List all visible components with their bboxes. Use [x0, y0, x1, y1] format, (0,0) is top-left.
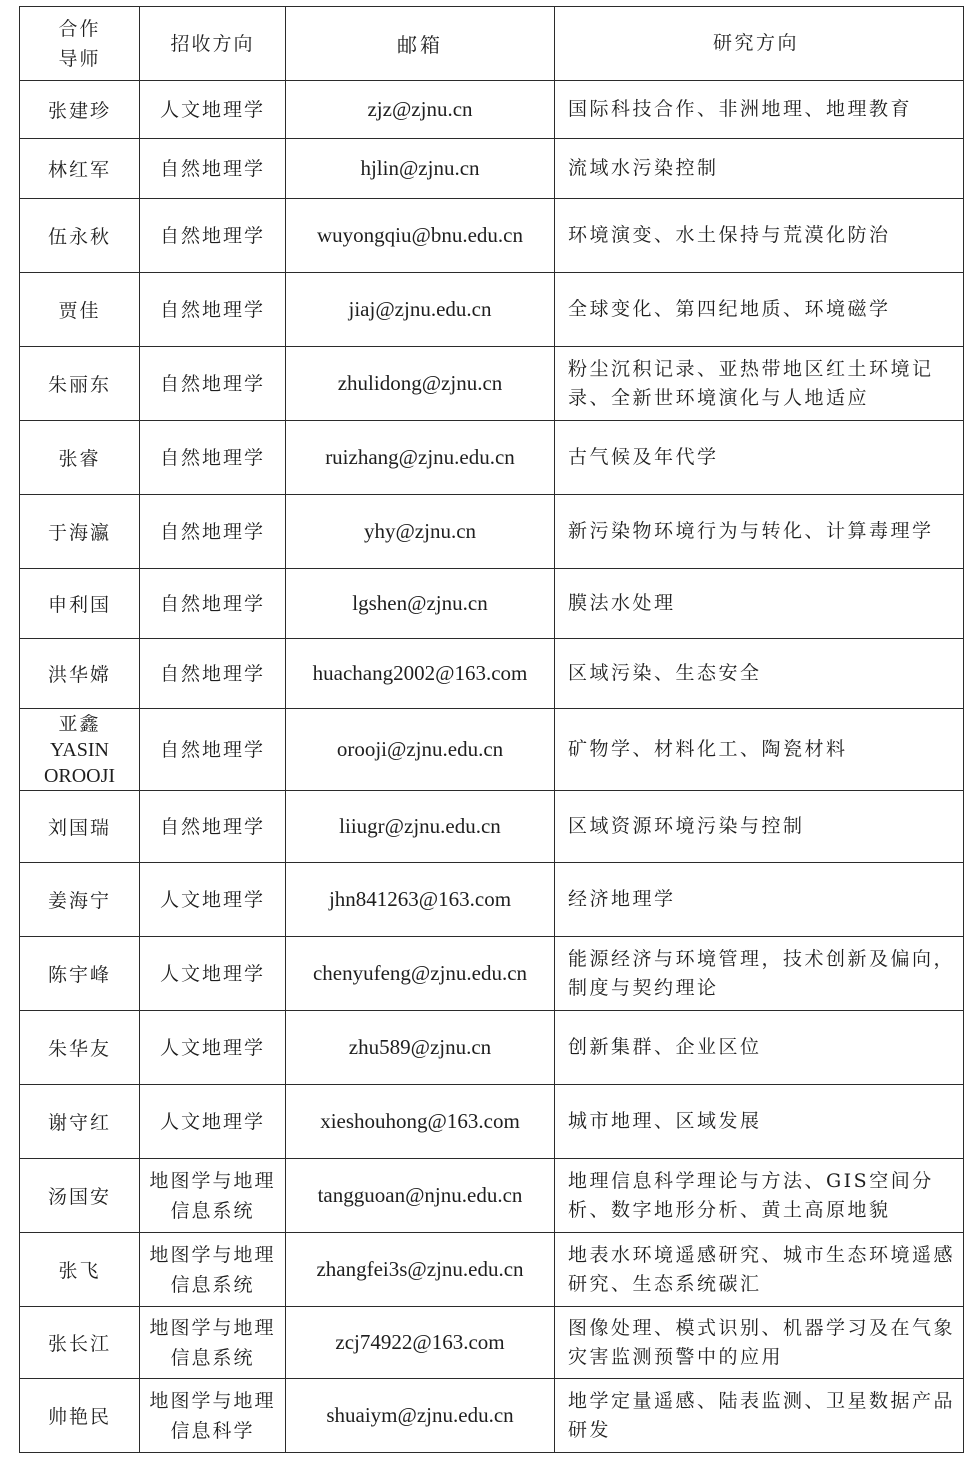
mentor-research: 区域污染、生态安全: [555, 639, 964, 709]
mentor-name: 林红军: [20, 139, 140, 199]
mentor-name: 张建珍: [20, 81, 140, 139]
mentor-research: 新污染物环境行为与转化、计算毒理学: [555, 495, 964, 569]
mentor-research: 环境演变、水土保持与荒漠化防治: [555, 199, 964, 273]
mentor-name: 帅艳民: [20, 1379, 140, 1453]
mentor-name: 朱华友: [20, 1011, 140, 1085]
mentor-email: hjlin@zjnu.cn: [286, 139, 555, 199]
mentor-name: 谢守红: [20, 1085, 140, 1159]
table-row: [20, 495, 964, 569]
table-row: [20, 1307, 964, 1379]
header-research: 研究方向: [555, 7, 964, 81]
mentor-email: zhangfei3s@zjnu.edu.cn: [286, 1233, 555, 1307]
mentor-email: shuaiym@zjnu.edu.cn: [286, 1379, 555, 1453]
mentor-name: 于海瀛: [20, 495, 140, 569]
mentor-name: 姜海宁: [20, 863, 140, 937]
mentor-name: 申利国: [20, 569, 140, 639]
mentor-research: 图像处理、模式识别、机器学习及在气象灾害监测预警中的应用: [555, 1307, 964, 1379]
mentor-email: chenyufeng@zjnu.edu.cn: [286, 937, 555, 1011]
mentor-email: orooji@zjnu.edu.cn: [286, 709, 555, 791]
mentor-category: 地图学与地理信息科学: [140, 1379, 286, 1453]
mentor-name: 汤国安: [20, 1159, 140, 1233]
mentor-research: 能源经济与环境管理，技术创新及偏向，制度与契约理论: [555, 937, 964, 1011]
table-row: [20, 199, 964, 273]
mentor-email: ruizhang@zjnu.edu.cn: [286, 421, 555, 495]
mentor-category: 自然地理学: [140, 709, 286, 791]
table-row: [20, 273, 964, 347]
mentor-category: 人文地理学: [140, 1011, 286, 1085]
mentor-research: 国际科技合作、非洲地理、地理教育: [555, 81, 964, 139]
table-row: [20, 937, 964, 1011]
table-row: [20, 791, 964, 863]
table-row: [20, 1011, 964, 1085]
mentor-name: 张长江: [20, 1307, 140, 1379]
mentor-name: 陈宇峰: [20, 937, 140, 1011]
mentor-name: 伍永秋: [20, 199, 140, 273]
mentor-email: wuyongqiu@bnu.edu.cn: [286, 199, 555, 273]
mentor-category: 自然地理学: [140, 495, 286, 569]
mentor-research: 膜法水处理: [555, 569, 964, 639]
mentor-name-chinese: 亚鑫: [58, 712, 101, 735]
mentor-name: [20, 709, 140, 791]
mentor-research: 流域水污染控制: [555, 139, 964, 199]
mentor-category: 自然地理学: [140, 139, 286, 199]
mentor-email: lgshen@zjnu.cn: [286, 569, 555, 639]
mentor-name: 洪华嫦: [20, 639, 140, 709]
table-row: [20, 1085, 964, 1159]
mentor-name: 朱丽东: [20, 347, 140, 421]
mentor-research: 经济地理学: [555, 863, 964, 937]
mentor-category: 自然地理学: [140, 639, 286, 709]
mentor-research: 古气候及年代学: [555, 421, 964, 495]
mentor-name-latin-2: OROOJI: [43, 764, 116, 787]
mentor-category: 人文地理学: [140, 81, 286, 139]
table-row: [20, 139, 964, 199]
mentor-email: zcj74922@163.com: [286, 1307, 555, 1379]
mentor-research: 矿物学、材料化工、陶瓷材料: [555, 709, 964, 791]
mentor-category: 人文地理学: [140, 863, 286, 937]
mentor-research: 地理信息科学理论与方法、GIS空间分析、数字地形分析、黄土高原地貌: [555, 1159, 964, 1233]
table-row: [20, 709, 964, 791]
table-row: [20, 639, 964, 709]
mentor-research: 地学定量遥感、陆表监测、卫星数据产品研发: [555, 1379, 964, 1453]
mentor-category: 地图学与地理信息系统: [140, 1233, 286, 1307]
table-row: [20, 569, 964, 639]
mentor-email: yhy@zjnu.cn: [286, 495, 555, 569]
header-mentor: [20, 7, 140, 81]
mentor-email: liiugr@zjnu.edu.cn: [286, 791, 555, 863]
table-row: [20, 421, 964, 495]
mentor-email: huachang2002@163.com: [286, 639, 555, 709]
mentor-name: 张睿: [20, 421, 140, 495]
mentor-research: 地表水环境遥感研究、城市生态环境遥感研究、生态系统碳汇: [555, 1233, 964, 1307]
mentor-email: jhn841263@163.com: [286, 863, 555, 937]
table-row: [20, 81, 964, 139]
table-row: [20, 863, 964, 937]
table-row: [20, 1379, 964, 1453]
mentor-name: 刘国瑞: [20, 791, 140, 863]
mentor-research: 创新集群、企业区位: [555, 1011, 964, 1085]
mentor-name-latin-1: YASIN: [50, 738, 109, 761]
mentor-category: 自然地理学: [140, 273, 286, 347]
table-header-row: [20, 7, 964, 81]
mentor-email: jiaj@zjnu.edu.cn: [286, 273, 555, 347]
table-row: [20, 1233, 964, 1307]
mentor-email: xieshouhong@163.com: [286, 1085, 555, 1159]
mentor-category: 自然地理学: [140, 569, 286, 639]
mentor-category: 地图学与地理信息系统: [140, 1307, 286, 1379]
mentor-email: zhulidong@zjnu.cn: [286, 347, 555, 421]
mentor-category: 人文地理学: [140, 1085, 286, 1159]
mentor-table: [19, 6, 964, 1453]
mentor-category: 人文地理学: [140, 937, 286, 1011]
table-row: [20, 1159, 964, 1233]
mentor-category: 自然地理学: [140, 347, 286, 421]
mentor-email: tangguoan@njnu.edu.cn: [286, 1159, 555, 1233]
mentor-category: 自然地理学: [140, 199, 286, 273]
mentor-name: 贾佳: [20, 273, 140, 347]
mentor-category: 自然地理学: [140, 421, 286, 495]
header-mentor-line2: 导师: [58, 47, 101, 70]
mentor-research: 区域资源环境污染与控制: [555, 791, 964, 863]
mentor-research: 全球变化、第四纪地质、环境磁学: [555, 273, 964, 347]
mentor-research: 粉尘沉积记录、亚热带地区红土环境记录、全新世环境演化与人地适应: [555, 347, 964, 421]
header-email: 邮箱: [286, 7, 555, 81]
header-mentor-line1: 合作: [58, 17, 101, 40]
mentor-name: 张飞: [20, 1233, 140, 1307]
mentor-email: zhu589@zjnu.cn: [286, 1011, 555, 1085]
mentor-category: 地图学与地理信息系统: [140, 1159, 286, 1233]
mentor-research: 城市地理、区域发展: [555, 1085, 964, 1159]
table-row: [20, 347, 964, 421]
mentor-email: zjz@zjnu.cn: [286, 81, 555, 139]
mentor-category: 自然地理学: [140, 791, 286, 863]
header-category: 招收方向: [140, 7, 286, 81]
